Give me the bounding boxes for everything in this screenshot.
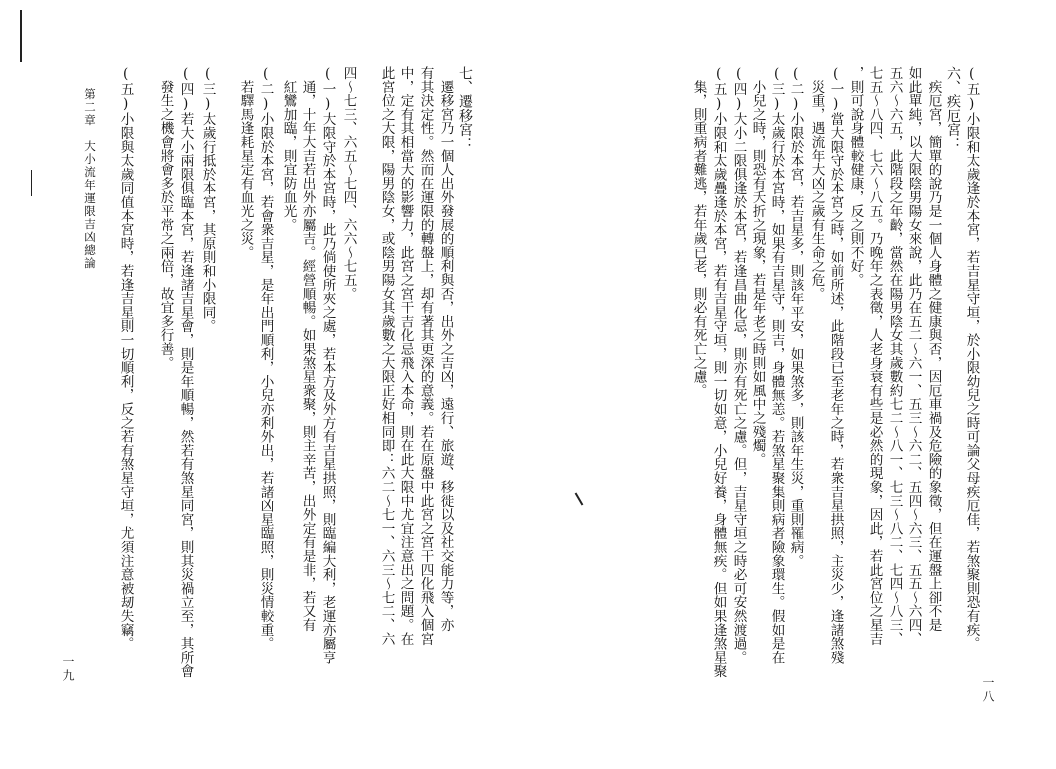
right-page-column-2: 六、疾厄宮： [945, 66, 961, 152]
left-page-column-13: (四)若大小兩限俱臨本宮，若逢諸吉星會，則是年順暢，然若有煞星同宮，則其災禍立至，其所會 [177, 66, 194, 678]
page-number-left: 一九 [61, 655, 75, 683]
right-page-column-11: (三)太歲行於本宮時，如果有吉星守，則吉，身體無恙。若煞星聚集則病者險象環生。假如是在 [768, 66, 785, 665]
left-page-column-15: (五)小限與太歲同值本宮時，若逢吉星則一切順利，反之若有煞星守垣，尤須注意被刼失竊。 [117, 66, 134, 651]
left-page-column-7: (一)大限守於本宮時，此乃倘使所夾之處，若本方及外方有吉星拱照，則臨編大利，老運亦屬亨 [319, 66, 336, 665]
right-page-column-6: 七五～八四、七六～八五。乃晚年之表徵，人老身衰有些是必然的現象，因此，若此宮位之星吉 [866, 66, 883, 646]
right-page-column-8: (一)當大限守於本宮之時，如前所述，此階段已至老年之時，若衆吉星拱照，主災少，逢諸煞殘 [827, 66, 844, 665]
left-page-column-3: 有其決定性。然而在運限的轉盤上，却有著其更深的意義。若在原盤中此宮之宮干四化飛入個宮 [417, 66, 434, 646]
left-page-column-1: 七、遷移宮： [457, 66, 473, 152]
scan-mark [20, 10, 22, 62]
right-page [528, 0, 1056, 769]
left-page-column-11: 若驛馬逢耗星定有血光之災。 [237, 66, 254, 260]
right-page-column-1: (五)小限和太歲逢於本宮，若吉星守垣，於小限幼兒之時可論父母疾厄佳，若煞聚則恐有疾。 [963, 66, 980, 651]
left-page-column-14: 發生之機會將會多於平常之兩倍，故宜多行善。 [157, 66, 174, 370]
page-number-right: 一八 [981, 676, 995, 704]
left-page-column-9: 紅鸞加臨，則宜防血光。 [280, 66, 297, 232]
right-page-column-3: 疾厄宮，簡單的說乃是一個人身體之健康與否，因厄車禍及危險的象徵，但在運盤上卻不是 [925, 66, 942, 632]
left-page-column-6: 四～七三、六五～七四、六六～七五。 [340, 66, 357, 301]
left-page-column-4: 中，定有其相當大的影響力，此宮之宮干吉化忌飛入本命，則在此大限中尤宜注意出之問題。在 [397, 66, 414, 646]
scan-mark [31, 170, 32, 196]
right-page-column-10: (二)小限於本宮，若吉星多，則該年平安，如果煞多，則該年生災，重則罹病。 [787, 66, 804, 568]
right-page-column-7: ，則可說身體較健康，反之則不好。 [847, 66, 864, 287]
right-page-column-13: (四)大小二限俱逢於本宮，若逢昌曲化忌，則亦有死亡之慮。但，吉星守垣之時必可安然渡過。 [730, 66, 747, 665]
left-page-column-12: (三)太歲行抵於本宮，其原則和小限同。 [199, 66, 216, 333]
right-page-column-5: 五六～六五，此階段之年齡，當然在陽男陰女其歲數約七二～八一、七三～八二、七四～八三、 [886, 66, 903, 646]
left-page-column-8: 通，十年大吉若出外亦屬吉。經營順暢。如果煞星衆聚，則主辛苦，出外定有是非，若又有 [299, 66, 316, 632]
left-page-column-10: (二)小限於本宮，若會衆吉星，是年出門順利，小兒亦利外出，若諸凶星臨照，則災情較重。 [257, 66, 274, 651]
right-page-column-9: 災重，遇流年大凶之歲有生命之危。 [808, 66, 825, 301]
right-page-column-12: 小兒之時，則恐有夭折之現象，若是年老之時則如風中之殘燭。 [749, 66, 766, 467]
right-page-column-14: (五)小限和太歲疊逢於本宮，若有吉星守垣，則一切如意，小兒好養，身體無疾。但如果逢煞星聚 [710, 66, 727, 678]
right-page-column-15: 集，則重病者難逃，若年歲已老，則必有死亡之慮。 [690, 66, 707, 398]
right-page-column-4: 如此單純，以大限陰男陽女來說，此乃在五二～六一、五三～六二、五四～六三、五五～六四、 [905, 66, 922, 646]
left-page-column-5: 此宮位之大限，陽男陰女，或陰男陽女其歲數之大限正好相同即：六二～七一、六三～七二、六 [378, 66, 395, 646]
left-page-column-2: 遷移宮乃一個人出外發展的順利與否，出外之吉凶，遠行、旅遊、移徙以及社交能力等，亦 [437, 66, 454, 632]
running-footer-title: 第二章 大小流年運限吉凶總論 [83, 88, 97, 270]
